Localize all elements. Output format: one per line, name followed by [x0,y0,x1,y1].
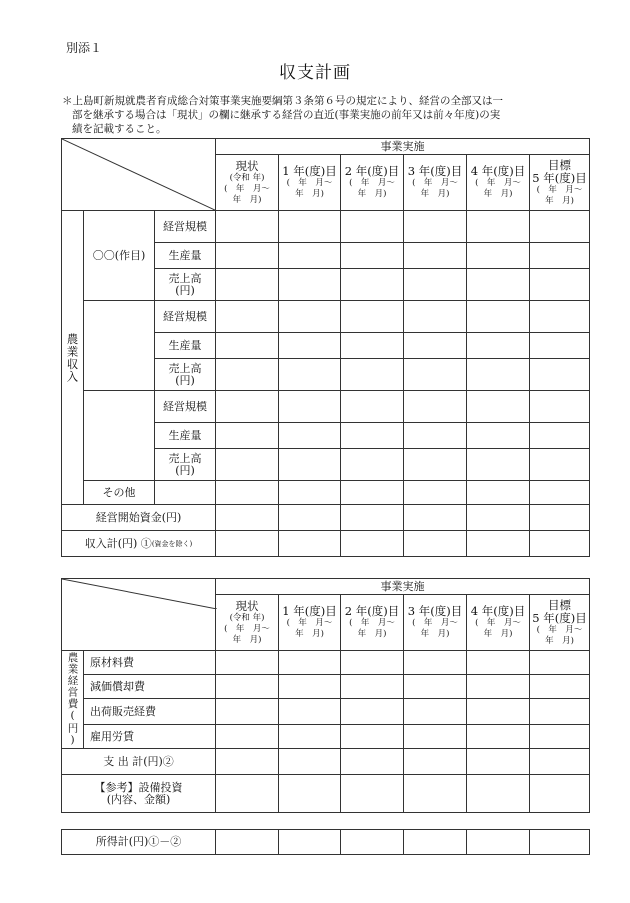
input-cell[interactable] [341,749,404,775]
input-cell[interactable] [341,211,404,243]
col-year3: 3 年(度)目 ( 年 月〜 年 月) [404,155,467,211]
input-cell[interactable] [530,699,590,725]
input-cell[interactable] [341,423,404,449]
row-label-shipping: 出荷販売経費 [84,699,216,725]
input-cell[interactable] [530,333,590,359]
input-cell[interactable] [216,423,279,449]
input-cell[interactable] [530,359,590,391]
input-cell[interactable] [530,531,590,557]
input-cell[interactable] [279,423,341,449]
input-cell[interactable] [404,301,467,333]
input-cell[interactable] [279,481,341,505]
input-cell[interactable] [216,359,279,391]
input-cell[interactable] [216,505,279,531]
input-cell[interactable] [404,531,467,557]
input-cell[interactable] [216,301,279,333]
note-line: ＊上島町新規就農者育成総合対策事業実施要綱第３条第６号の規定により、経営の全部又は一 [62,95,503,107]
expense-category-label: 農業経営費(円) [66,652,79,747]
input-cell[interactable] [341,775,404,813]
input-cell[interactable] [404,269,467,301]
crop-name-cell[interactable] [84,301,155,391]
note-line: 績を記載すること。 [72,123,167,135]
input-cell[interactable] [404,775,467,813]
col-year4: 4 年(度)目 ( 年 月〜 年 月) [467,155,530,211]
note-line: 部を継承する場合は「現状」の欄に継承する経営の直近(事業実施の前年又は前々年度)の実 [72,109,501,121]
input-cell[interactable] [467,725,530,749]
input-cell[interactable] [467,269,530,301]
row-label-profit-total: 所得計(円)①－② [62,830,216,855]
header-diagonal-cell [62,139,216,211]
input-cell[interactable] [530,211,590,243]
row-label-scale: 経営規模 [155,391,216,423]
input-cell[interactable] [279,505,341,531]
input-cell[interactable] [279,725,341,749]
input-cell[interactable] [404,830,467,855]
input-cell[interactable] [404,423,467,449]
diagonal-line [62,139,217,211]
input-cell[interactable] [404,699,467,725]
row-label-startup-funds: 経営開始資金(円) [62,505,216,531]
input-cell[interactable] [467,505,530,531]
input-cell[interactable] [404,725,467,749]
input-cell[interactable] [216,675,279,699]
input-cell[interactable] [341,505,404,531]
diagonal-line [62,579,217,609]
input-cell[interactable] [216,531,279,557]
input-cell[interactable] [530,505,590,531]
input-cell[interactable] [279,531,341,557]
crop-name-cell: 〇〇(作目) [84,211,155,301]
row-label-production: 生産量 [155,333,216,359]
input-cell[interactable] [404,651,467,675]
input-cell[interactable] [216,449,279,481]
header-diagonal-cell [62,579,216,651]
input-cell[interactable] [216,699,279,725]
row-label-labor: 雇用労賃 [84,725,216,749]
input-cell[interactable] [279,243,341,269]
input-cell[interactable] [216,775,279,813]
row-label-expense-total: 支 出 計(円)② [62,749,216,775]
col-current: 現状 (令和 年) ( 年 月〜 年 月) [216,155,279,211]
expense-category-cell [62,651,84,749]
input-cell[interactable] [530,725,590,749]
row-label-scale: 経営規模 [155,211,216,243]
input-cell[interactable] [530,481,590,505]
input-cell[interactable] [530,775,590,813]
row-label-sales: 売上高 (円) [155,359,216,391]
input-cell[interactable] [530,449,590,481]
col-year2: 2 年(度)目 ( 年 月〜 年 月) [341,155,404,211]
input-cell[interactable] [279,449,341,481]
input-cell[interactable] [467,775,530,813]
input-cell[interactable] [404,449,467,481]
income-table [61,138,590,557]
input-cell[interactable] [467,749,530,775]
input-cell[interactable] [404,749,467,775]
input-cell[interactable] [467,391,530,423]
input-cell[interactable] [341,531,404,557]
input-cell[interactable] [341,449,404,481]
input-cell[interactable] [467,211,530,243]
row-label-sales: 売上高 (円) [155,449,216,481]
input-cell[interactable] [216,481,279,505]
input-cell[interactable] [530,651,590,675]
input-cell[interactable] [279,211,341,243]
input-cell[interactable] [467,675,530,699]
input-cell[interactable] [279,333,341,359]
input-cell[interactable] [216,725,279,749]
input-cell[interactable] [530,301,590,333]
input-cell[interactable] [530,243,590,269]
input-cell[interactable] [341,481,404,505]
input-cell[interactable] [467,423,530,449]
instruction-note [62,94,562,136]
input-cell[interactable] [216,243,279,269]
row-label-depreciation: 減価償却費 [84,675,216,699]
input-cell[interactable] [467,301,530,333]
input-cell[interactable] [530,830,590,855]
input-cell[interactable] [530,675,590,699]
col-year4: 4 年(度)目 ( 年 月〜 年 月) [467,595,530,651]
input-cell[interactable] [404,675,467,699]
input-cell[interactable] [279,775,341,813]
group-header: 事業実施 [216,139,590,155]
input-cell[interactable] [467,830,530,855]
input-cell[interactable] [467,481,530,505]
input-cell[interactable] [404,333,467,359]
input-cell[interactable] [467,333,530,359]
input-cell[interactable] [341,651,404,675]
row-label-scale: 経営規模 [155,301,216,333]
input-cell[interactable] [341,675,404,699]
input-cell[interactable] [404,505,467,531]
col-target: 目標 5 年(度)目 ( 年 月〜 年 月) [530,155,590,211]
input-cell[interactable] [216,211,279,243]
row-label-materials: 原材料費 [84,651,216,675]
input-cell[interactable] [216,269,279,301]
income-category-label: 農業収入 [65,332,80,383]
input-cell[interactable] [530,749,590,775]
input-cell[interactable] [216,391,279,423]
input-cell[interactable] [279,359,341,391]
input-cell[interactable] [216,830,279,855]
col-year1: 1 年(度)目 ( 年 月〜 年 月) [279,595,341,651]
input-cell[interactable] [404,211,467,243]
col-current: 現状 (令和 年) ( 年 月〜 年 月) [216,595,279,651]
input-cell[interactable] [467,359,530,391]
col-year2: 2 年(度)目 ( 年 月〜 年 月) [341,595,404,651]
input-cell[interactable] [216,651,279,675]
input-cell[interactable] [279,301,341,333]
page-title: 収支計画 [279,63,351,83]
group-header: 事業実施 [216,579,590,595]
input-cell[interactable] [404,243,467,269]
input-cell[interactable] [341,699,404,725]
input-cell[interactable] [279,699,341,725]
input-cell[interactable] [467,699,530,725]
col-year3: 3 年(度)目 ( 年 月〜 年 月) [404,595,467,651]
input-cell[interactable] [467,651,530,675]
input-cell[interactable] [279,651,341,675]
input-cell[interactable] [467,243,530,269]
input-cell[interactable] [404,359,467,391]
input-cell[interactable] [530,423,590,449]
input-cell[interactable] [467,449,530,481]
input-cell[interactable] [341,359,404,391]
input-cell[interactable] [341,725,404,749]
row-label-production: 生産量 [155,423,216,449]
input-cell[interactable] [155,481,216,505]
row-label-production: 生産量 [155,243,216,269]
input-cell[interactable] [279,749,341,775]
row-label-capital-investment: 【参考】設備投資 (内容、金額) [62,775,216,813]
attachment-label: 別添１ [66,41,103,55]
input-cell[interactable] [216,333,279,359]
row-label-income-total: 収入計(円) ①$^{(資金を除く)}$ [62,531,216,557]
expense-table [61,578,590,813]
col-year1: 1 年(度)目 ( 年 月〜 年 月) [279,155,341,211]
input-cell[interactable] [216,749,279,775]
row-label-sales: 売上高 (円) [155,269,216,301]
crop-name-cell[interactable] [84,391,155,481]
profit-table [61,829,590,855]
input-cell[interactable] [279,391,341,423]
input-cell[interactable] [530,391,590,423]
input-cell[interactable] [341,243,404,269]
input-cell[interactable] [404,481,467,505]
input-cell[interactable] [341,830,404,855]
input-cell[interactable] [279,269,341,301]
input-cell[interactable] [279,675,341,699]
input-cell[interactable] [530,269,590,301]
input-cell[interactable] [341,333,404,359]
input-cell[interactable] [467,531,530,557]
input-cell[interactable] [279,830,341,855]
col-target: 目標 5 年(度)目 ( 年 月〜 年 月) [530,595,590,651]
input-cell[interactable] [341,269,404,301]
income-category-cell [62,211,84,505]
input-cell[interactable] [341,301,404,333]
input-cell[interactable] [341,391,404,423]
row-label-other: その他 [84,481,155,505]
input-cell[interactable] [404,391,467,423]
